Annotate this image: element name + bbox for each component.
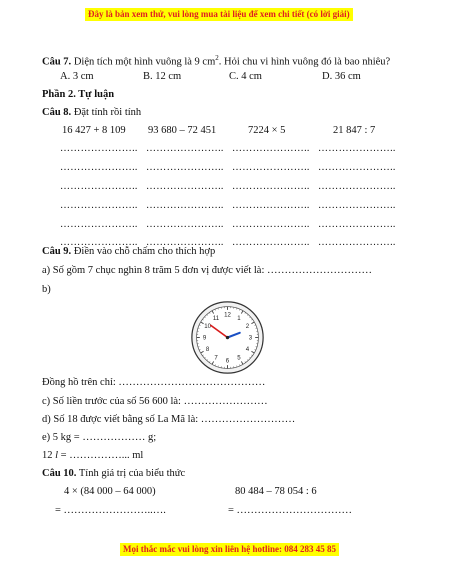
q9-part-e: e) 5 kg = ……………… g; xyxy=(42,432,157,443)
q7-sup: 2 xyxy=(215,54,219,62)
q9-part-f xyxy=(42,449,143,463)
clock-center-pin xyxy=(226,336,229,339)
q8-dotted-line: ………………….. xyxy=(232,143,310,154)
q8-dotted-line: ………………….. xyxy=(232,237,310,248)
q10-text: Tính giá trị của biểu thức xyxy=(78,468,186,479)
clock-number: 11 xyxy=(212,314,220,322)
q8-expr-1: 16 427 + 8 109 xyxy=(62,125,126,136)
q10-answer-1: = ……………………..…. xyxy=(55,505,166,516)
hotline-footer: Mọi thắc mắc vui lòng xin liên hệ hotline: 084 283 45 85 xyxy=(120,543,339,556)
q8-dotted-line: ………………….. xyxy=(60,143,138,154)
q8-dotted-line: ………………….. xyxy=(146,237,224,248)
q8-dotted-line: ………………….. xyxy=(146,162,224,173)
q9-question xyxy=(42,245,215,259)
q8-dotted-line: ………………….. xyxy=(146,181,224,192)
q7-option-b: B. 12 cm xyxy=(143,71,182,82)
q9-f-unit-l: l xyxy=(55,450,59,461)
q8-dotted-line: ………………….. xyxy=(146,200,224,211)
clock-number: 2 xyxy=(245,323,250,331)
q8-dotted-line: ………………….. xyxy=(232,181,310,192)
q8-label: Câu 8. xyxy=(42,107,72,118)
part2-heading: Phần 2. Tự luận xyxy=(42,89,115,100)
q8-dotted-line: ………………….. xyxy=(318,143,396,154)
clock-number: 6 xyxy=(225,357,230,365)
q8-dotted-line: ………………….. xyxy=(146,143,224,154)
q10-label: Câu 10. xyxy=(42,468,77,479)
q8-dotted-line: ………………….. xyxy=(60,219,138,230)
q10-answer-2: = …………………………… xyxy=(228,505,353,516)
q7-question xyxy=(42,51,390,70)
q9-f-rest: = ……………... ml xyxy=(58,450,144,461)
clock-number: 3 xyxy=(248,334,253,342)
q8-dotted-line: ………………….. xyxy=(232,200,310,211)
q8-dotted-line: ………………….. xyxy=(60,162,138,173)
clock-number: 4 xyxy=(245,346,250,354)
q9-f-number: 12 xyxy=(42,450,56,461)
q8-expr-4: 21 847 : 7 xyxy=(333,125,376,136)
clock-number: 10 xyxy=(204,323,211,331)
q8-dotted-line: ………………….. xyxy=(318,162,396,173)
q8-dotted-line: ………………….. xyxy=(60,237,138,248)
clock-face xyxy=(190,300,265,375)
q9-clock-answer: Đồng hồ trên chỉ: …………………………………… xyxy=(42,377,266,388)
q10-expr-2: 80 484 – 78 054 : 6 xyxy=(235,486,317,497)
q9-label: Câu 9. xyxy=(42,246,72,257)
q10-expr-1: 4 × (84 000 – 64 000) xyxy=(64,486,156,497)
q9-part-c: c) Số liền trước của số 56 600 là: …………………… xyxy=(42,396,268,407)
q7-text-b: . Hỏi chu vi hình vuông đó là bao nhiêu? xyxy=(218,56,391,68)
q8-dotted-line: ………………….. xyxy=(60,181,138,192)
clock-number: 1 xyxy=(237,314,241,322)
q8-dotted-line: ………………….. xyxy=(232,162,310,173)
q8-expr-3: 7224 × 5 xyxy=(248,125,286,136)
clock-number: 7 xyxy=(214,354,218,362)
q9-part-b: b) xyxy=(42,284,51,295)
q8-dotted-line: ………………….. xyxy=(232,219,310,230)
clock-number: 12 xyxy=(224,311,231,319)
q7-option-c: C. 4 cm xyxy=(229,71,262,82)
q7-option-a: A. 3 cm xyxy=(60,71,94,82)
q9-part-a: a) Số gồm 7 chục nghìn 8 trăm 5 đơn vị được viết là: ………………………… xyxy=(42,265,373,276)
q8-text: Đặt tính rồi tính xyxy=(73,107,142,118)
clock-number: 5 xyxy=(237,354,241,362)
clock-number: 9 xyxy=(202,334,207,342)
q10-question xyxy=(42,467,185,481)
q8-dotted-line: ………………….. xyxy=(318,237,396,248)
q8-expr-2: 93 680 – 72 451 xyxy=(148,125,217,136)
q9-part-d: d) Số 18 được viết bằng số La Mã là: ……………………… xyxy=(42,414,296,425)
q8-dotted-line: ………………….. xyxy=(318,200,396,211)
q9-text: Điền vào chỗ chấm cho thích hợp xyxy=(73,246,216,257)
preview-banner: Đây là bản xem thử, vui lòng mua tài liệu để xem chi tiết (có lời giải) xyxy=(85,8,353,21)
q7-label: Câu 7. xyxy=(42,56,72,68)
clock-number: 8 xyxy=(205,346,210,354)
q7-text-a: Diện tích một hình vuông là 9 cm xyxy=(73,56,216,68)
q7-option-d: D. 36 cm xyxy=(322,71,361,82)
q8-question xyxy=(42,106,141,120)
q8-dotted-line: ………………….. xyxy=(146,219,224,230)
q8-dotted-line: ………………….. xyxy=(318,219,396,230)
q8-dotted-line: ………………….. xyxy=(318,181,396,192)
q8-dotted-line: ………………….. xyxy=(60,200,138,211)
